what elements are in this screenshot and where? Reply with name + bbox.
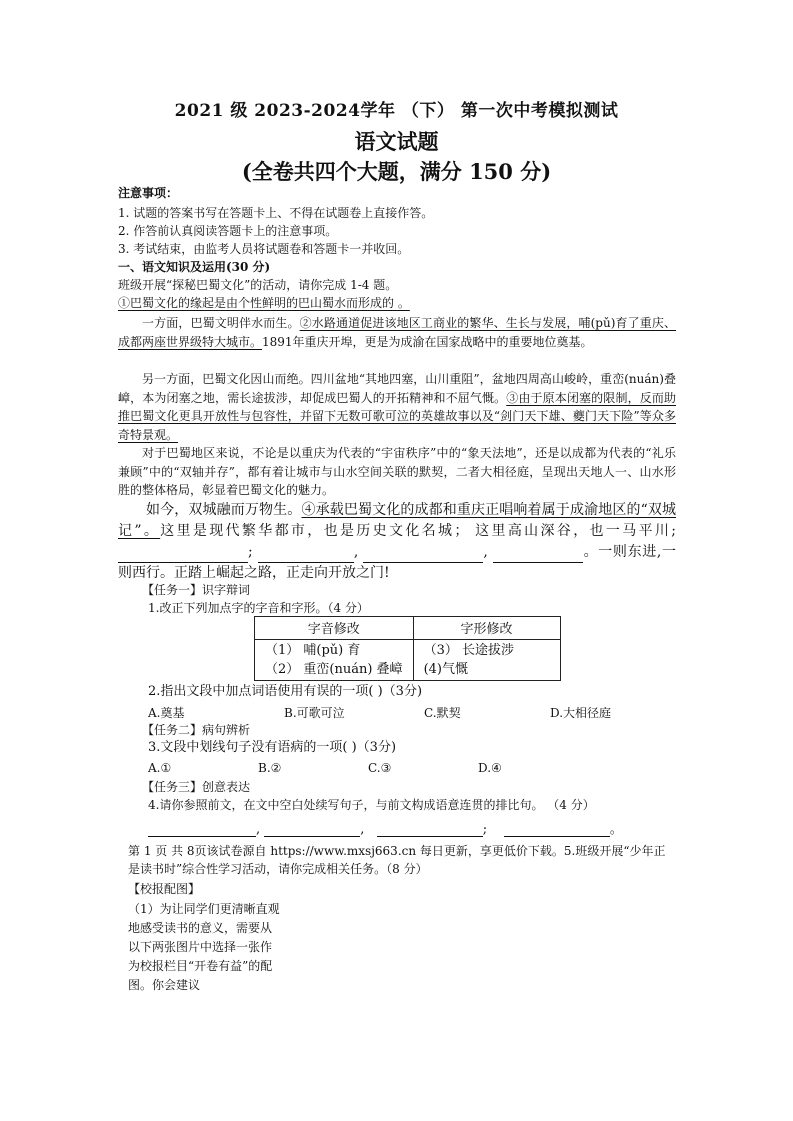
para-text: 。一则东进,一则西行。正踏上崛起之路，正走向开放之门! bbox=[118, 544, 676, 581]
exam-title: 2021 级 2023-2024学年 （下） 第一次中考模拟测试 bbox=[174, 101, 619, 121]
table-item: （3） 长途拔涉 bbox=[423, 643, 514, 658]
notice-heading: 注意事项： bbox=[118, 186, 179, 200]
task-two-heading: 【任务二】病句辨析 bbox=[142, 723, 251, 737]
question-1: 1.改正下列加点字的字音和字形。（4 分） bbox=[148, 601, 369, 615]
option-c[interactable]: C.③ bbox=[368, 761, 392, 775]
option-d[interactable]: D.④ bbox=[478, 761, 502, 775]
answer-blank[interactable] bbox=[377, 822, 483, 837]
section-intro: 班级开展“探秘巴蜀文化”的活动，请你完成 1-4 题。 bbox=[118, 278, 398, 292]
table-item: （2） 重峦(nuán) 叠嶂 bbox=[265, 662, 403, 677]
option-c[interactable]: C.默契 bbox=[424, 706, 461, 720]
table-header-pronunciation: 字音修改 bbox=[255, 617, 414, 640]
table-cell bbox=[255, 640, 414, 681]
score-subtitle: (全卷共四个大题，满分 150 分) bbox=[241, 159, 552, 184]
answer-blank[interactable] bbox=[493, 548, 583, 563]
page-footer: 第 1 页 共 8页该试卷源自 https://www.mxsj663.cn 每日更新，享更低价下载。5.班级开展“少年正是读书时”综合性学习活动，请你完成相关任务。（8 分） bbox=[128, 844, 666, 876]
option-d[interactable]: D.大相径庭 bbox=[550, 706, 612, 720]
sentence-one bbox=[118, 294, 678, 312]
subject-title: 语文试题 bbox=[354, 129, 439, 154]
paragraph-culture bbox=[118, 444, 676, 500]
option-a[interactable]: A.奠基 bbox=[148, 706, 185, 720]
underlined-sentence-3: ③由于原本闭塞的限制，反而助推巴蜀文化更具开放性与包容性，并留下无数可歌可泣的英雄故事以及“剑门天下雄、夔门天下险”等众多奇特景观。 bbox=[118, 390, 676, 442]
table-cell bbox=[413, 640, 560, 681]
task-one-heading: 【任务一】识字辩词 bbox=[142, 583, 251, 597]
question-3: 3.文段中划线句子没有语病的一项( )（3分) bbox=[148, 740, 397, 755]
table-item: （1） 哺(pǔ) 育 bbox=[265, 643, 361, 658]
para-text: 对于巴蜀地区来说，不论是以重庆为代表的“宇宙秩序”中的“象天法地”，还是以成都为代表的“礼乐兼顾”中的“双轴并存”，都有着让城市与山水空间关联的默契，二者大相径庭，呈现出天地人一、山水形胜的整体格局，彰显着巴蜀文化的魅力。 bbox=[118, 446, 676, 498]
option-b[interactable]: B.可歌可泣 bbox=[284, 706, 345, 720]
answer-blank[interactable] bbox=[118, 548, 248, 563]
correction-table bbox=[254, 616, 561, 681]
question-4: 4.请你参照前文，在文中空白处续写句子，与前文构成语意连贯的排比句。 （4 分） bbox=[148, 798, 595, 812]
para-text: 这里是现代繁华都市，也是历史文化名城； 这里高山深谷，也一马平川; bbox=[160, 523, 676, 539]
answer-blank[interactable] bbox=[504, 822, 610, 837]
table-item: (4)气慨 bbox=[423, 662, 468, 677]
para-text: 一方面，巴蜀文明伴水而生。 bbox=[142, 316, 300, 330]
paragraph-mountain bbox=[118, 370, 676, 444]
notice-item: 1. 试题的答案书写在答题卡上、不得在试题卷上直接作答。 bbox=[118, 206, 434, 220]
paragraph-twin-cities: 如今，双城融而万物生。④承载巴蜀文化的成都和重庆正唱响着属于成渝地区的“双城记”。这里是现代繁华都市，也是历史文化名城； 这里高山深谷，也一马平川;; , , 。一则东进,一则西行。正踏上崛起之路，正走向开放之门! bbox=[118, 502, 677, 581]
option-b[interactable]: B.② bbox=[258, 761, 282, 775]
answer-blank[interactable] bbox=[264, 822, 360, 837]
para-text: 1891年重庆开埠，更是为成渝在国家战略中的重要地位奠基。 bbox=[262, 334, 593, 349]
task-three-heading: 【任务三】创意表达 bbox=[142, 780, 251, 794]
answer-blank[interactable] bbox=[363, 548, 483, 563]
school-paper-heading: 【校报配图】 bbox=[128, 882, 201, 896]
section-heading: 一、语文知识及运用(30 分) bbox=[118, 260, 271, 274]
notice-item: 3. 考试结束，由监考人员将试题卷和答题卡一并收回。 bbox=[118, 242, 410, 256]
notice-item: 2. 作答前认真阅读答题卡上的注意事项。 bbox=[118, 224, 338, 238]
underlined-sentence-1: ①巴蜀文化的缘起是由个性鲜明的巴山蜀水而形成的 。 bbox=[118, 296, 410, 310]
question-2: 2.指出文段中加点词语使用有误的一项( )（3分) bbox=[148, 684, 423, 699]
para-text: 如今，双城融而万物生。 bbox=[146, 502, 302, 518]
table-header-character: 字形修改 bbox=[413, 617, 560, 640]
underlined-sentence-4: ④承载巴蜀文化的成都和重庆正唱响着属于成渝地区的“双城记”。 bbox=[118, 502, 677, 539]
answer-blank[interactable] bbox=[258, 548, 354, 563]
question-5-text: （1）为让同学们更清晰直观地感受读书的意义，需要从以下两张图片中选择一张作为校报栏目“开卷有益”的配图。你会建议 bbox=[128, 902, 280, 992]
answer-line: , , ; 。 bbox=[148, 818, 623, 837]
paragraph-water bbox=[118, 314, 676, 351]
answer-blank[interactable] bbox=[148, 822, 256, 837]
underlined-sentence-2: ②水路通道促进该地区工商业的繁华、生长与发展，哺(pǔ)育了重庆、成都两座世界级特大城市。 bbox=[118, 316, 676, 349]
option-a[interactable]: A.① bbox=[148, 761, 172, 775]
para-text: 另一方面，巴蜀文化因山而绝。四川盆地“其地四塞，山川重阻”，盆地四周高山峻岭，重峦(nuán)叠嶂，本为闭塞之地，需长途拔涉，却促成巴蜀人的开拓精神和不屈气慨。 bbox=[118, 372, 676, 405]
